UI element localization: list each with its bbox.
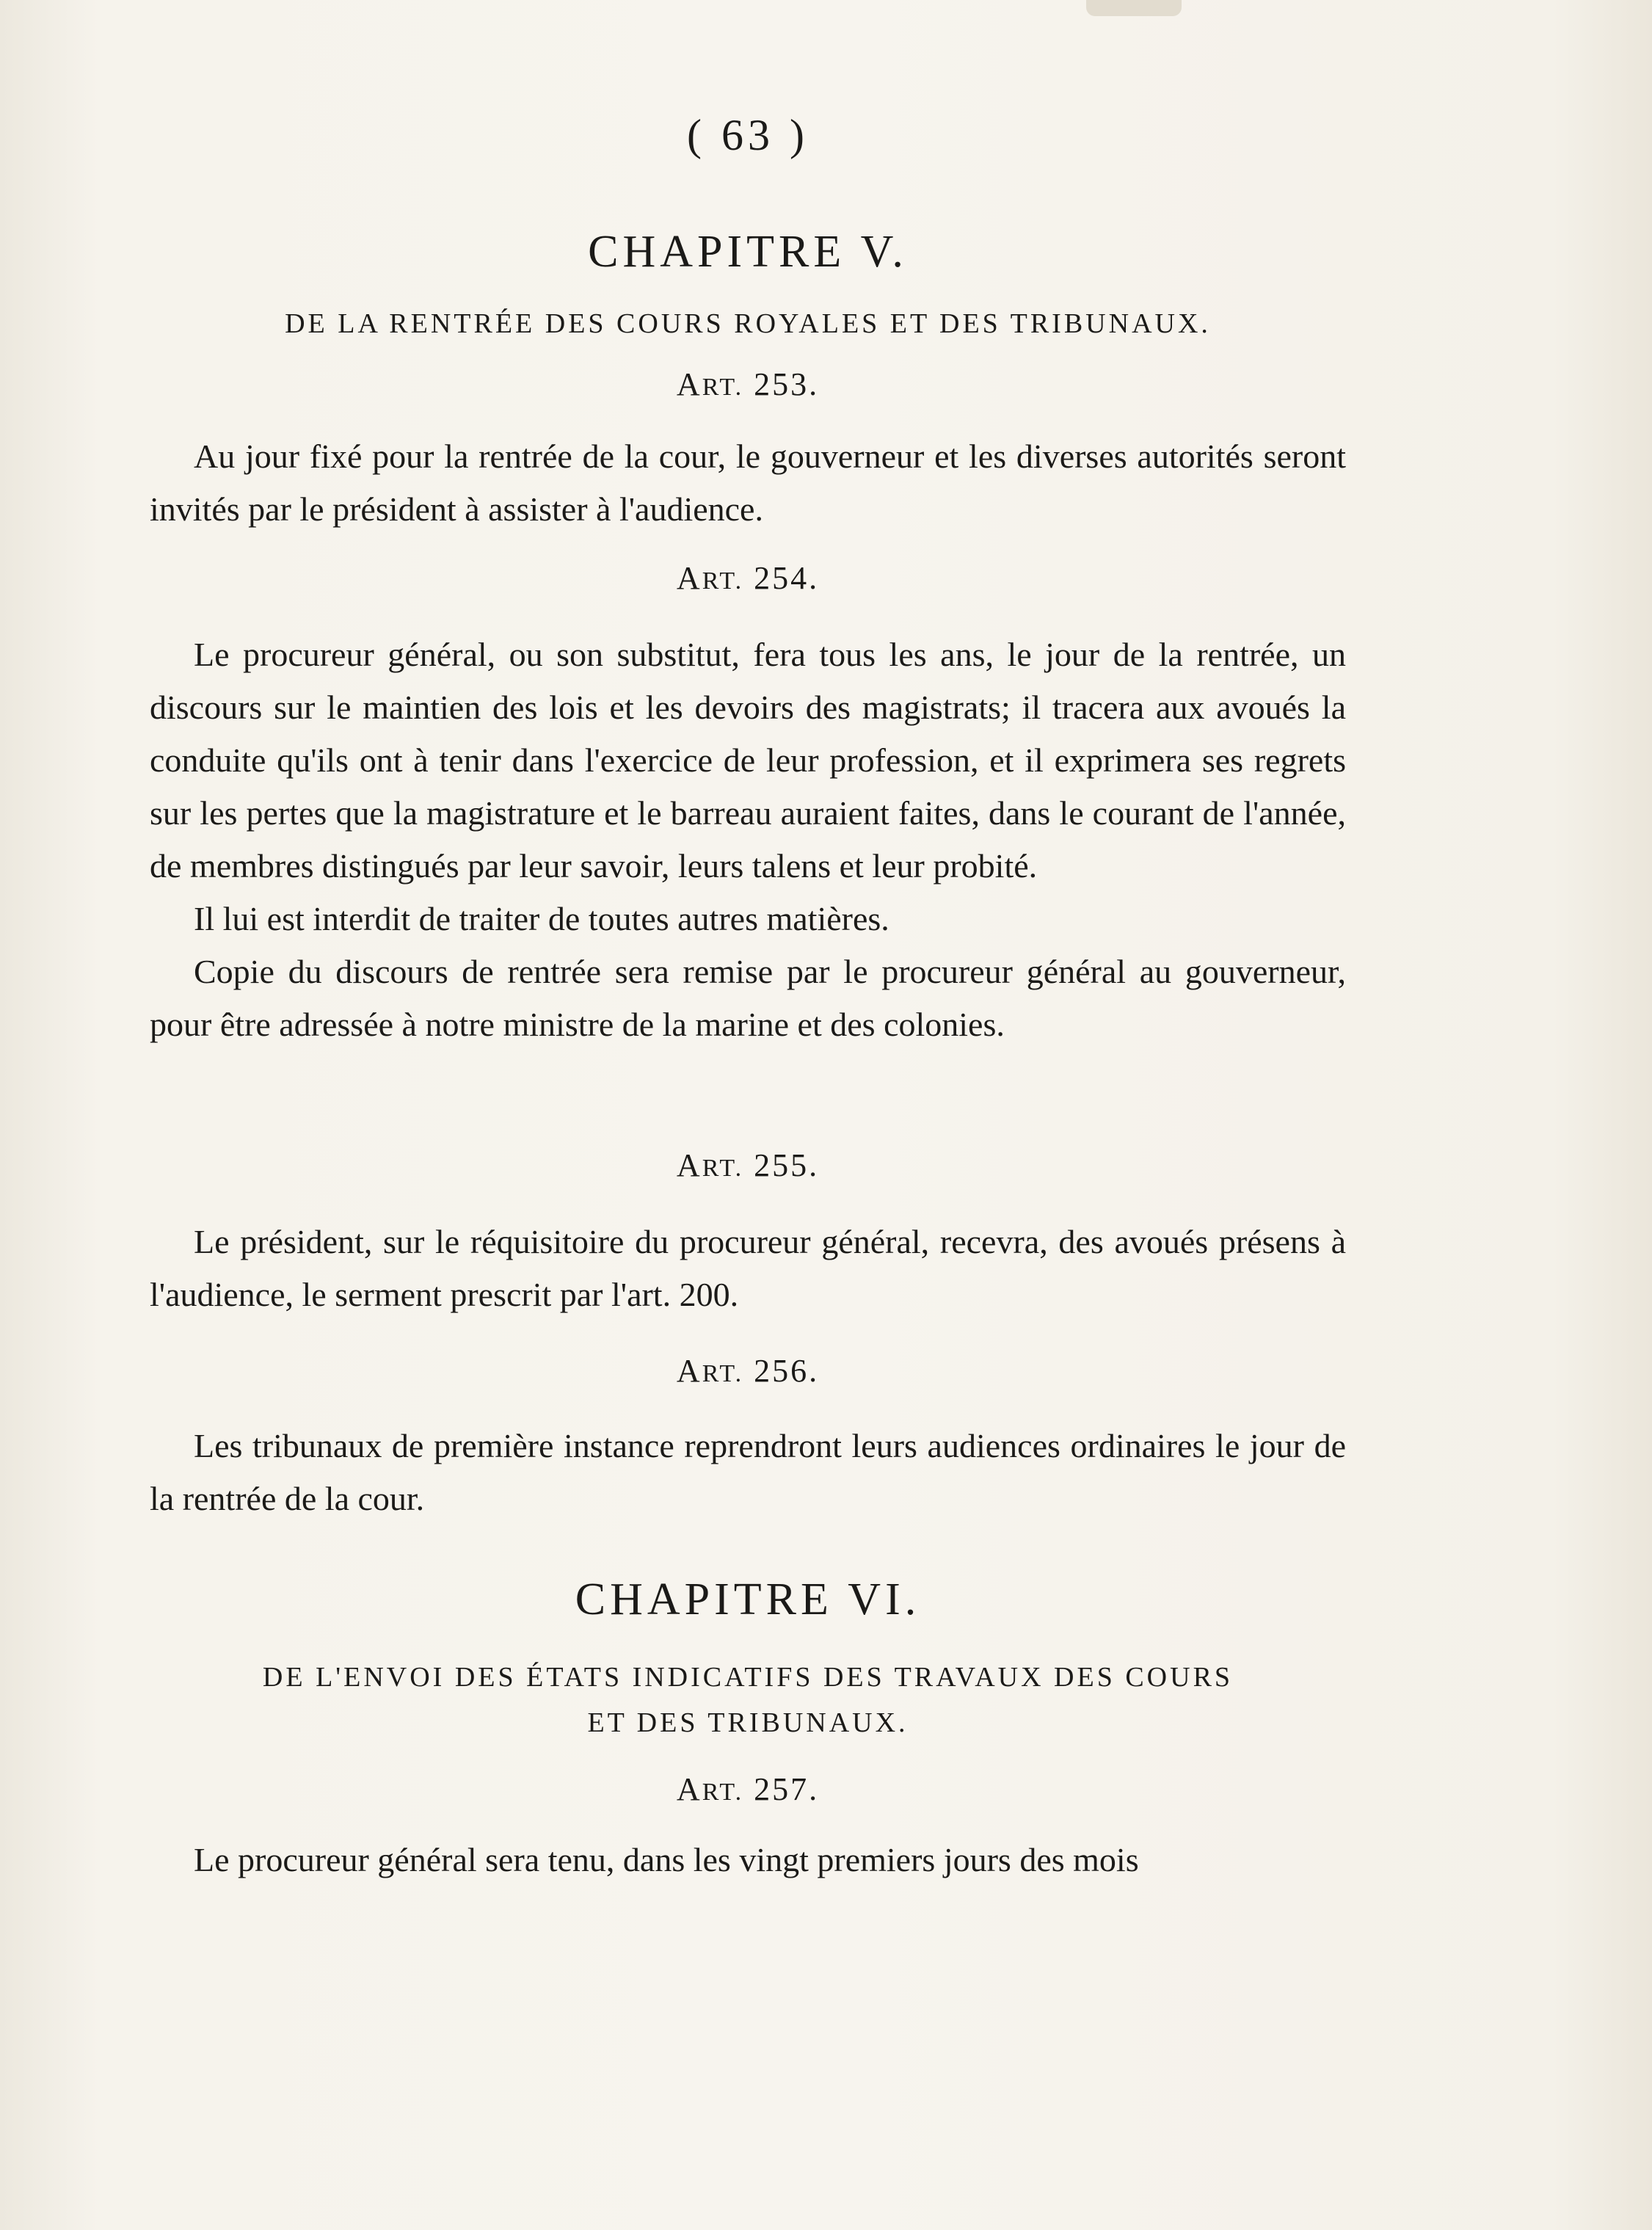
article-257-text bbox=[150, 1834, 1346, 1886]
article-253-heading bbox=[150, 366, 1346, 403]
art-prefix: A bbox=[676, 560, 702, 596]
paragraph: Le président, sur le réquisitoire du procureur général, recevra, des avoués présens à l'audience, le serment prescrit par l'art. 200. bbox=[150, 1223, 1346, 1313]
chapter-v-title: CHAPITRE V. bbox=[588, 227, 908, 277]
paragraph: Il lui est interdit de traiter de toutes autres matières. bbox=[194, 900, 889, 937]
chapter-vi-subtitle-line1: DE L'ENVOI DES ÉTATS INDICATIFS DES TRAVAUX DES COURS bbox=[262, 1662, 1234, 1693]
article-255-heading bbox=[150, 1147, 1346, 1184]
art-smallcaps: RT. bbox=[702, 567, 744, 595]
art-number: 255. bbox=[754, 1147, 820, 1183]
art-smallcaps: RT. bbox=[702, 1779, 744, 1806]
article-253-text bbox=[150, 430, 1346, 536]
chapter-vi-subtitle-line2: ET DES TRIBUNAUX. bbox=[587, 1707, 909, 1738]
art-number: 257. bbox=[754, 1771, 820, 1807]
paragraph: Le procureur général sera tenu, dans les vingt premiers jours des mois bbox=[194, 1841, 1139, 1878]
article-255-text bbox=[150, 1216, 1346, 1321]
art-prefix: A bbox=[676, 1147, 702, 1183]
article-254-text bbox=[150, 628, 1346, 1051]
article-256-heading bbox=[150, 1352, 1346, 1390]
paragraph: Le procureur général, ou son substitut, fera tous les ans, le jour de la rentrée, un discours sur le maintien des lois et les devoirs des magistrats; il tracera aux avoués la conduite qu'ils ont à tenir dans l'exercice de leur profession, et il exprimera ses regrets sur les pertes que la magistrature et le barreau auraient faites, dans le courant de l'année, de membres distingués par leur savoir, leurs talens et leur probité. bbox=[150, 636, 1346, 885]
paper-tab bbox=[1086, 0, 1182, 16]
article-257-heading bbox=[150, 1770, 1346, 1808]
art-prefix: A bbox=[676, 1353, 702, 1389]
article-254-heading bbox=[150, 559, 1346, 597]
chapter-v-subtitle: DE LA RENTRÉE DES COURS ROYALES ET DES TRIBUNAUX. bbox=[285, 308, 1211, 339]
art-number: 253. bbox=[754, 366, 820, 402]
art-number: 256. bbox=[754, 1353, 820, 1389]
paragraph: Au jour fixé pour la rentrée de la cour, le gouverneur et les diverses autorités seront invités par le président à assister à l'audience. bbox=[150, 437, 1346, 528]
paragraph: Les tribunaux de première instance reprendront leurs audiences ordinaires le jour de la rentrée de la cour. bbox=[150, 1427, 1346, 1517]
art-prefix: A bbox=[676, 1771, 702, 1807]
paragraph: Copie du discours de rentrée sera remise par le procureur général au gouverneur, pour être adressée à notre ministre de la marine et des colonies. bbox=[150, 953, 1346, 1043]
art-smallcaps: RT. bbox=[702, 374, 744, 401]
article-256-text bbox=[150, 1420, 1346, 1525]
art-smallcaps: RT. bbox=[702, 1155, 744, 1182]
chapter-vi-title: CHAPITRE VI. bbox=[575, 1575, 921, 1624]
art-number: 254. bbox=[754, 560, 820, 596]
art-smallcaps: RT. bbox=[702, 1360, 744, 1387]
page-number: ( 63 ) bbox=[687, 111, 809, 159]
art-prefix: A bbox=[676, 366, 702, 402]
